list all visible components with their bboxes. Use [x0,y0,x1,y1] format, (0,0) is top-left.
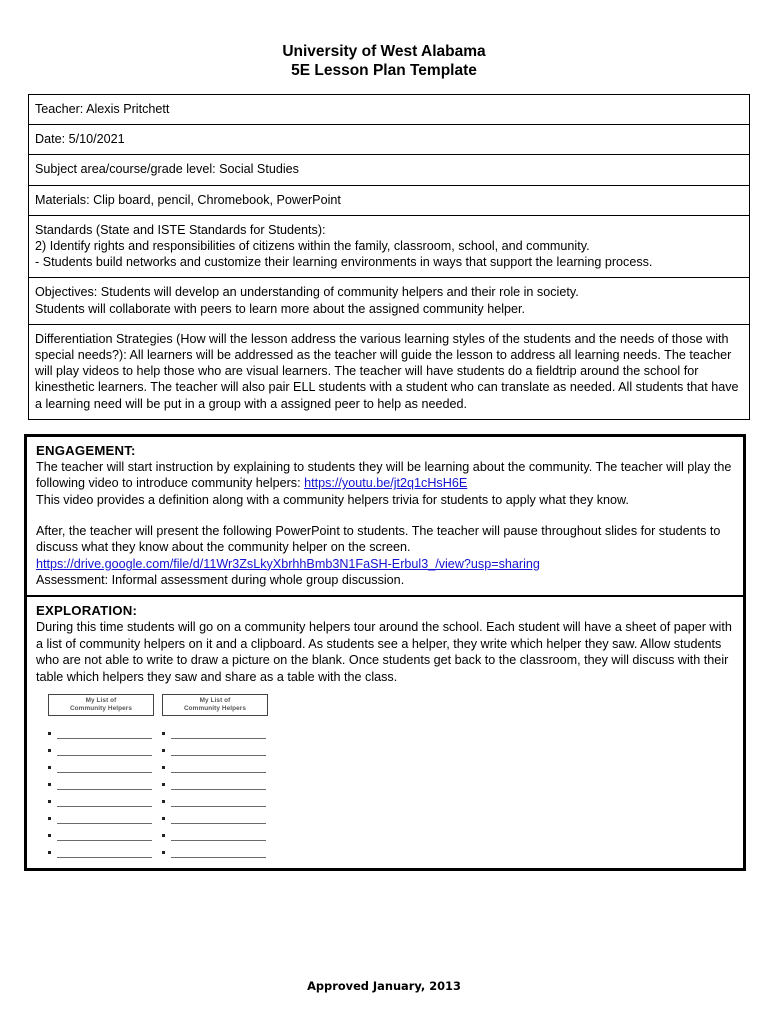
worksheet-row [48,739,154,756]
objectives-line-2: Students will collaborate with peers to learn more about the assigned community helper. [35,301,526,316]
worksheet-column-title-right [162,694,268,715]
paragraph-spacer [36,509,736,523]
standards-line-3: - Students build networks and customize their learning environments in ways that support the learning process. [35,255,653,270]
date-cell [29,125,750,155]
table-row-objectives [29,278,750,324]
title-line-1: University of West Alabama [282,43,486,60]
table-row-differentiation [29,324,750,419]
blank-line [57,777,152,790]
bullet-icon [162,851,171,858]
blank-line [171,726,266,739]
engagement-body [36,459,736,589]
bullet-icon [48,732,57,739]
worksheet-row [162,841,268,858]
page-footer: Approved January, 2013 [307,979,461,993]
exploration-paragraph-1: During this time students will go on a community helpers tour around the school. Each student will have a sheet of paper with a list of community helpers on it and a clipboard. As students see a helper, they write which helper they saw. Allow students who are not able to write to draw a picture on the blank. Once students get back to the classroom, they will discuss with their table which helpers they saw and share as a table with the class. [36,620,732,684]
date-text: Date: 5/10/2021 [35,132,125,147]
blank-line [57,845,152,858]
blank-line [171,743,266,756]
table-row-date [29,125,750,155]
objectives-cell [29,278,750,324]
worksheet-title-line-2-left: Community Helpers [69,704,133,712]
bullet-icon [48,851,57,858]
worksheet-columns [48,694,268,857]
blank-line [57,794,152,807]
engagement-heading: ENGAGEMENT: [36,442,136,458]
community-helpers-worksheet-image [44,691,272,861]
youtube-video-link[interactable]: https://youtu.be/jt2q1cHsH6E [304,476,468,491]
objectives-line-1: Objectives: Students will develop an understanding of community helpers and their role in society. [35,285,579,300]
powerpoint-link-row [36,556,736,573]
bullet-icon [48,834,57,841]
worksheet-column-title-left [48,694,154,715]
subject-text: Subject area/course/grade level: Social Studies [35,162,299,177]
materials-cell [29,185,750,215]
differentiation-text: Differentiation Strategies (How will the lesson address the various learning styles of the students and the needs of those with special needs?): All learners will be addressed as the teacher will guide the lesson to address all learning needs. The teacher will play videos to help those who are visual learners. The teacher will have students do a fieldtrip around the school for kinesthetic learners. The teacher will also pair ELL students with a student who can translate as needed. All students that have a learning need will be put in a group with a assigned peer to help as needed. [35,331,739,411]
worksheet-title-line-2-right: Community Helpers [183,704,247,712]
bullet-icon [48,783,57,790]
engagement-section [27,437,743,597]
standards-line-2: 2) Identify rights and responsibilities of citizens within the family, classroom, school, and community. [35,239,590,254]
blank-line [57,760,152,773]
bullet-icon [48,766,57,773]
worksheet-row [48,756,154,773]
page-title [0,0,768,80]
bullet-icon [48,800,57,807]
blank-line [171,845,266,858]
blank-line [171,777,266,790]
teacher-cell [29,95,750,125]
powerpoint-drive-link[interactable]: https://drive.google.com/file/d/11Wr3ZsLkyXbrhhBmb3N1FaSH-Erbul3_/view?usp=sharing [36,556,540,571]
blank-line [57,743,152,756]
table-row-subject [29,155,750,185]
worksheet-row [162,773,268,790]
worksheet-row [162,807,268,824]
blank-line [57,811,152,824]
worksheet-row [48,773,154,790]
blank-line [57,726,152,739]
worksheet-row [48,722,154,739]
subject-cell [29,155,750,185]
bullet-icon [162,749,171,756]
worksheet-column-right [162,694,268,857]
worksheet-row [162,756,268,773]
five-e-sections-table [24,434,746,871]
table-row-teacher [29,95,750,125]
materials-text: Materials: Clip board, pencil, Chromebook, PowerPoint [35,192,341,207]
blank-line [171,828,266,841]
worksheet-row [48,807,154,824]
worksheet-row [48,841,154,858]
worksheet-row [48,790,154,807]
worksheet-blank-rows-right [162,722,268,858]
lesson-info-table [28,94,750,420]
bullet-icon [162,817,171,824]
bullet-icon [162,732,171,739]
blank-line [171,811,266,824]
worksheet-row [162,722,268,739]
table-row-materials [29,185,750,215]
worksheet-row [162,739,268,756]
title-line-2: 5E Lesson Plan Template [291,62,477,79]
worksheet-row [48,824,154,841]
worksheet-blank-rows-left [48,722,154,858]
teacher-text: Teacher: Alexis Pritchett [35,102,170,116]
table-row-standards [29,215,750,278]
bullet-icon [162,783,171,790]
worksheet-column-left [48,694,154,857]
worksheet-title-line-1-right: My List of [199,697,231,705]
blank-line [171,760,266,773]
engagement-paragraph-2: After, the teacher will present the following PowerPoint to students. The teacher will pause throughout slides for students to discuss what they know about the community helper on the screen. [36,523,721,555]
exploration-section [27,597,743,868]
worksheet-row [162,790,268,807]
engagement-paragraph-1 [36,459,736,492]
bullet-icon [48,749,57,756]
worksheet-title-line-1-left: My List of [85,697,117,705]
blank-line [171,794,266,807]
bullet-icon [162,800,171,807]
standards-cell [29,215,750,278]
blank-line [57,828,152,841]
engagement-video-note: This video provides a definition along with a community helpers trivia for students to apply what they know. [36,493,629,508]
exploration-heading: EXPLORATION: [36,603,138,618]
bullet-icon [162,766,171,773]
worksheet-row [162,824,268,841]
differentiation-cell [29,324,750,419]
engagement-para1-text: The teacher will start instruction by explaining to students they will be learning about the community. The teacher will play the following video to introduce community helpers: [36,459,732,491]
bullet-icon [48,817,57,824]
bullet-icon [162,834,171,841]
exploration-body [36,619,736,685]
standards-line-1: Standards (State and ISTE Standards for Students): [35,222,326,237]
engagement-assessment: Assessment: Informal assessment during whole group discussion. [36,573,405,588]
